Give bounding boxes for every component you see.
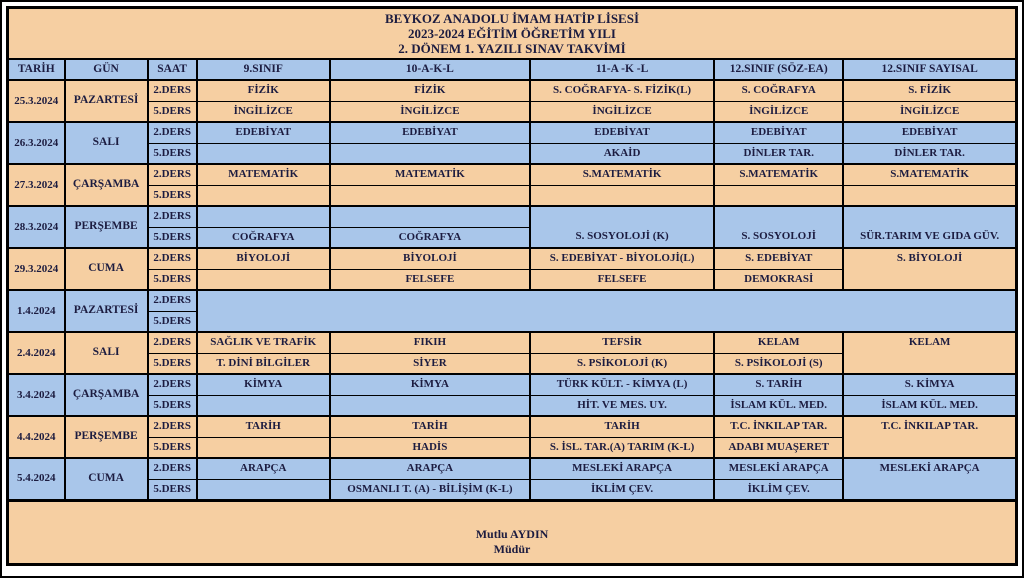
table-row <box>8 206 1017 227</box>
title-line-1: BEYKOZ ANADOLU İMAM HATİP LİSESİ <box>384 11 640 26</box>
day-cell: SALI <box>65 332 148 374</box>
table-row <box>8 101 1017 122</box>
lesson-cell: TARİH <box>197 416 330 437</box>
lesson-cell: İKLİM ÇEV. <box>714 479 843 500</box>
lesson-cell <box>714 185 843 206</box>
period-cell: 2.DERS <box>148 332 197 353</box>
date-cell: 5.4.2024 <box>8 458 65 500</box>
lesson-cell: S. PSİKOLOJİ (S) <box>714 353 843 374</box>
lesson-cell: S. COĞRAFYA <box>714 80 843 101</box>
lesson-cell <box>197 206 330 227</box>
lesson-cell <box>197 269 330 290</box>
lesson-cell: BİYOLOJİ <box>197 248 330 269</box>
lesson-cell: S. SOSYOLOJİ <box>714 206 843 248</box>
table-row <box>8 416 1017 437</box>
period-cell: 2.DERS <box>148 248 197 269</box>
lesson-cell: AKAİD <box>530 143 714 164</box>
lesson-cell: S.MATEMATİK <box>530 164 714 185</box>
lesson-cell: S. EDEBİYAT - BİYOLOJİ(L) <box>530 248 714 269</box>
footer-role: Müdür <box>493 542 531 556</box>
column-header-10akl: 10-A-K-L <box>330 59 530 80</box>
lesson-cell: BİYOLOJİ <box>330 248 530 269</box>
date-cell: 2.4.2024 <box>8 332 65 374</box>
period-cell: 2.DERS <box>148 458 197 479</box>
date-cell: 26.3.2024 <box>8 122 65 164</box>
lesson-cell: EDEBİYAT <box>330 122 530 143</box>
period-cell: 5.DERS <box>148 311 197 332</box>
period-cell: 5.DERS <box>148 395 197 416</box>
table-row <box>8 458 1017 479</box>
period-cell: 2.DERS <box>148 80 197 101</box>
footer-row <box>8 500 1017 565</box>
lesson-cell: KELAM <box>843 332 1016 374</box>
lesson-cell: SAĞLIK VE TRAFİK <box>197 332 330 353</box>
column-header-gun: GÜN <box>65 59 148 80</box>
lesson-cell <box>330 185 530 206</box>
lesson-cell: HADİS <box>330 437 530 458</box>
lesson-cell: S. SOSYOLOJİ (K) <box>530 206 714 248</box>
table-row <box>8 164 1017 185</box>
lesson-cell: S. TARİH <box>714 374 843 395</box>
date-cell: 27.3.2024 <box>8 164 65 206</box>
lesson-cell: İNGİLİZCE <box>714 101 843 122</box>
period-cell: 5.DERS <box>148 227 197 248</box>
lesson-cell <box>197 185 330 206</box>
day-cell: ÇARŞAMBA <box>65 374 148 416</box>
date-cell: 29.3.2024 <box>8 248 65 290</box>
lesson-cell: T.C. İNKILAP TAR. <box>714 416 843 437</box>
column-header-tarih: TARİH <box>8 59 65 80</box>
period-cell: 5.DERS <box>148 353 197 374</box>
title-line-3: 2. DÖNEM 1. YAZILI SINAV TAKVİMİ <box>398 41 626 56</box>
date-cell: 3.4.2024 <box>8 374 65 416</box>
lesson-cell: EDEBİYAT <box>197 122 330 143</box>
lesson-cell: ARAPÇA <box>330 458 530 479</box>
lesson-cell <box>330 206 530 227</box>
lesson-cell <box>197 395 330 416</box>
lesson-cell: S. KİMYA <box>843 374 1016 395</box>
lesson-cell <box>197 290 1017 332</box>
lesson-cell: DEMOKRASİ <box>714 269 843 290</box>
lesson-cell: ADABI MUAŞERET <box>714 437 843 458</box>
lesson-cell: HİT. VE MES. UY. <box>530 395 714 416</box>
lesson-cell: S. BİYOLOJİ <box>843 248 1016 290</box>
lesson-cell: TÜRK KÜLT. - KİMYA (L) <box>530 374 714 395</box>
period-cell: 2.DERS <box>148 416 197 437</box>
table-row <box>8 8 1017 60</box>
table-row <box>8 374 1017 395</box>
lesson-cell: MESLEKİ ARAPÇA <box>530 458 714 479</box>
lesson-cell: İNGİLİZCE <box>197 101 330 122</box>
day-cell: PAZARTESİ <box>65 80 148 122</box>
lesson-cell: İSLAM KÜL. MED. <box>843 395 1016 416</box>
lesson-cell: FİZİK <box>330 80 530 101</box>
lesson-cell: S. FİZİK <box>843 80 1016 101</box>
schedule-sheet <box>6 6 1018 572</box>
lesson-cell: FELSEFE <box>530 269 714 290</box>
lesson-cell: EDEBİYAT <box>843 122 1016 143</box>
table-row <box>8 248 1017 269</box>
lesson-cell: MESLEKİ ARAPÇA <box>714 458 843 479</box>
lesson-cell: S. PSİKOLOJİ (K) <box>530 353 714 374</box>
table-row <box>8 332 1017 353</box>
lesson-cell: MESLEKİ ARAPÇA <box>843 458 1016 500</box>
lesson-cell: SÜR.TARIM VE GIDA GÜV. <box>843 206 1016 248</box>
day-cell: PERŞEMBE <box>65 416 148 458</box>
column-header-saat: SAAT <box>148 59 197 80</box>
lesson-cell: FİZİK <box>197 80 330 101</box>
period-cell: 5.DERS <box>148 143 197 164</box>
lesson-cell: S.MATEMATİK <box>843 164 1016 185</box>
period-cell: 5.DERS <box>148 101 197 122</box>
lesson-cell: TARİH <box>530 416 714 437</box>
day-cell: CUMA <box>65 458 148 500</box>
period-cell: 2.DERS <box>148 164 197 185</box>
lesson-cell: İKLİM ÇEV. <box>530 479 714 500</box>
lesson-cell: KELAM <box>714 332 843 353</box>
lesson-cell: MATEMATİK <box>197 164 330 185</box>
lesson-cell: İNGİLİZCE <box>330 101 530 122</box>
lesson-cell <box>330 395 530 416</box>
day-cell: CUMA <box>65 248 148 290</box>
lesson-cell: T. DİNİ BİLGİLER <box>197 353 330 374</box>
lesson-cell: İSLAM KÜL. MED. <box>714 395 843 416</box>
day-cell: PAZARTESİ <box>65 290 148 332</box>
column-header-11akl: 11-A -K -L <box>530 59 714 80</box>
lesson-cell: OSMANLI T. (A) - BİLİŞİM (K-L) <box>330 479 530 500</box>
lesson-cell: KİMYA <box>330 374 530 395</box>
lesson-cell: DİNLER TAR. <box>714 143 843 164</box>
footer-name: Mutlu AYDIN <box>475 527 549 541</box>
lesson-cell: S.MATEMATİK <box>714 164 843 185</box>
period-cell: 2.DERS <box>148 290 197 311</box>
table-row <box>8 290 1017 311</box>
date-cell: 28.3.2024 <box>8 206 65 248</box>
column-header-12soz: 12.SINIF (SÖZ-EA) <box>714 59 843 80</box>
lesson-cell: DİNLER TAR. <box>843 143 1016 164</box>
lesson-cell <box>197 479 330 500</box>
lesson-cell: SİYER <box>330 353 530 374</box>
page-title <box>8 8 1017 60</box>
lesson-cell: COĞRAFYA <box>197 227 330 248</box>
lesson-cell: ARAPÇA <box>197 458 330 479</box>
lesson-cell: TARİH <box>330 416 530 437</box>
period-cell: 5.DERS <box>148 269 197 290</box>
table-row <box>8 122 1017 143</box>
period-cell: 2.DERS <box>148 122 197 143</box>
lesson-cell: FELSEFE <box>330 269 530 290</box>
table-row <box>8 395 1017 416</box>
day-cell: PERŞEMBE <box>65 206 148 248</box>
lesson-cell <box>843 185 1016 206</box>
lesson-cell: S. İSL. TAR.(A) TARIM (K-L) <box>530 437 714 458</box>
day-cell: ÇARŞAMBA <box>65 164 148 206</box>
lesson-cell: COĞRAFYA <box>330 227 530 248</box>
lesson-cell: EDEBİYAT <box>714 122 843 143</box>
lesson-cell: TEFSİR <box>530 332 714 353</box>
date-cell: 25.3.2024 <box>8 80 65 122</box>
lesson-cell: İNGİLİZCE <box>843 101 1016 122</box>
lesson-cell <box>197 437 330 458</box>
lesson-cell <box>330 143 530 164</box>
date-cell: 1.4.2024 <box>8 290 65 332</box>
column-header-12sayisal: 12.SINIF SAYISAL <box>843 59 1016 80</box>
period-cell: 5.DERS <box>148 185 197 206</box>
lesson-cell <box>530 185 714 206</box>
table-row <box>8 185 1017 206</box>
lesson-cell: EDEBİYAT <box>530 122 714 143</box>
period-cell: 2.DERS <box>148 206 197 227</box>
lesson-cell: KİMYA <box>197 374 330 395</box>
exam-schedule-table <box>6 6 1018 566</box>
day-cell: SALI <box>65 122 148 164</box>
column-header-9sinif: 9.SINIF <box>197 59 330 80</box>
date-cell: 4.4.2024 <box>8 416 65 458</box>
lesson-cell: T.C. İNKILAP TAR. <box>843 416 1016 458</box>
lesson-cell: S. COĞRAFYA- S. FİZİK(L) <box>530 80 714 101</box>
period-cell: 5.DERS <box>148 479 197 500</box>
signature-block <box>8 500 1017 565</box>
lesson-cell: FIKIH <box>330 332 530 353</box>
lesson-cell <box>197 143 330 164</box>
table-row <box>8 80 1017 101</box>
title-line-2: 2023-2024 EĞİTİM ÖĞRETİM YILI <box>408 26 616 41</box>
header-row <box>8 59 1017 80</box>
lesson-cell: İNGİLİZCE <box>530 101 714 122</box>
lesson-cell: S. EDEBİYAT <box>714 248 843 269</box>
period-cell: 2.DERS <box>148 374 197 395</box>
period-cell: 5.DERS <box>148 437 197 458</box>
lesson-cell: MATEMATİK <box>330 164 530 185</box>
table-row <box>8 143 1017 164</box>
